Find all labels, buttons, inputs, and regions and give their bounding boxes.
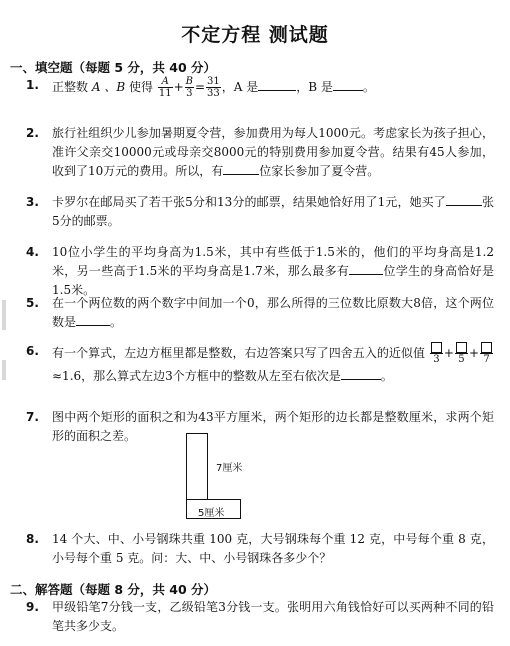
frac-denominator: 3 [433, 354, 440, 365]
fraction-box-over-3 [430, 342, 443, 365]
plus-sign: + [468, 346, 479, 360]
q9-text: 甲级铅笔7分钱一支，乙级铅笔3分钱一支。张明用六角钱恰好可以买两种不同的铅笔共多少支。 [52, 600, 494, 633]
question-5 [26, 294, 494, 332]
q8-text: 14 个大、中、小号钢珠共重 100 克，大号钢珠每个重 12 克，中号每个重 8 克，小号每个重 5 克。问：大、中、小号钢珠各多少个？ [52, 532, 494, 565]
question-number: 4. [26, 245, 39, 259]
tall-rectangle [186, 433, 208, 500]
rectangles-figure [186, 433, 256, 519]
label-5cm: 5厘米 [198, 508, 225, 519]
q6-text-end: 。 [380, 369, 393, 383]
frac-denominator: 7 [483, 354, 490, 365]
question-number: 3. [26, 195, 39, 209]
q4-text: 10位小学生的平均身高为1.5米，其中有些低于1.5米的，他们的平均身高是1.2米，另一些高于1.5米的平均身高是1.7米，那么最多有 [52, 245, 494, 278]
integer-box [431, 342, 442, 353]
section-fill-in-heading: 一、填空题（每题 5 分，共 40 分） [10, 60, 217, 75]
q2-text: 旅行社组织少儿参加暑期夏令营，参加费用为每人1000元。考虑家长为孩子担心，准许父亲交10000元或母亲交8000元的特别费用参加夏令营。结果有45人参加，收到了10万元的费用。所以，有 [52, 126, 494, 178]
frac-denominator: 11 [158, 88, 172, 99]
fraction-31-over-33 [206, 76, 221, 99]
question-1 [26, 76, 494, 99]
q3-text: 卡罗尔在邮局买了若干张5分和13分的邮票，结果她恰好用了1元，她买了 [52, 195, 446, 209]
label-7cm: 7厘米 [216, 463, 243, 474]
plus-sign: + [173, 80, 184, 94]
q3-text-end: 张5分的邮票。 [52, 195, 494, 228]
question-number: 8. [26, 532, 39, 546]
frac-denominator: 33 [207, 88, 220, 99]
equals-sign: = [194, 80, 206, 94]
question-number: 7. [26, 410, 39, 424]
answer-blank[interactable] [349, 262, 383, 275]
approx-value: ≈1.6 [52, 369, 82, 383]
question-3 [26, 193, 494, 231]
frac-denominator: 3 [186, 88, 193, 99]
question-7 [26, 408, 494, 446]
plus-sign: + [443, 346, 454, 360]
question-6 [26, 342, 494, 387]
frac-numerator: A [158, 76, 173, 88]
question-4 [26, 243, 494, 300]
question-number: 1. [26, 78, 39, 92]
section-solve-heading: 二、解答题（每题 8 分，共 40 分） [10, 582, 217, 597]
fraction-a-over-11 [158, 76, 173, 99]
integer-box [481, 342, 492, 353]
q1-text-mid: 使得 [128, 80, 153, 94]
q1-text-b-is: ，B 是 [296, 80, 333, 94]
question-9 [26, 598, 494, 636]
answer-blank[interactable] [333, 78, 363, 91]
q6-text-mid: ，那么算式左边3个方框中的整数从左至右依次是 [81, 369, 341, 383]
scan-artifact [2, 300, 6, 330]
answer-blank[interactable] [341, 367, 381, 380]
q6-text: 有一个算式，左边方框里都是整数，右边答案只写了四舍五入的近似值 [52, 346, 426, 360]
question-number: 9. [26, 600, 39, 614]
q1-end: 。 [362, 80, 375, 94]
q7-text: 图中两个矩形的面积之和为43平方厘米，两个矩形的边长都是整数厘米，求两个矩形的面积之差。 [52, 410, 494, 443]
question-number: 5. [26, 296, 39, 310]
q2-text-end: 位家长参加了夏令营。 [259, 164, 380, 178]
question-2 [26, 124, 494, 181]
scan-artifact [2, 360, 6, 380]
q5-text-end: 。 [110, 315, 123, 329]
answer-blank[interactable] [258, 78, 296, 91]
fraction-b-over-3 [185, 76, 194, 99]
q1-vars: A 、B [91, 80, 126, 94]
integer-box [456, 342, 467, 353]
frac-denominator: 5 [458, 354, 465, 365]
answer-blank[interactable] [223, 162, 259, 175]
fraction-box-over-5 [455, 342, 468, 365]
frac-numerator: 31 [207, 76, 220, 87]
answer-blank[interactable] [76, 313, 110, 326]
q5-text: 在一个两位数的两个数字中间加一个0，那么所得的三位数比原数大8倍，这个两位数是 [52, 296, 494, 329]
frac-numerator: B [185, 76, 193, 87]
q1-text-a-is: ，A 是 [221, 80, 259, 94]
answer-blank[interactable] [446, 193, 482, 206]
q4-text-end: 位学生的身高恰好是1.5米。 [52, 264, 494, 297]
question-number: 6. [26, 344, 39, 358]
question-number: 2. [26, 126, 39, 140]
q1-text: 正整数 [52, 80, 89, 94]
question-8 [26, 530, 494, 568]
fraction-box-over-7 [480, 342, 493, 365]
page-title: 不定方程 测试题 [181, 24, 329, 46]
